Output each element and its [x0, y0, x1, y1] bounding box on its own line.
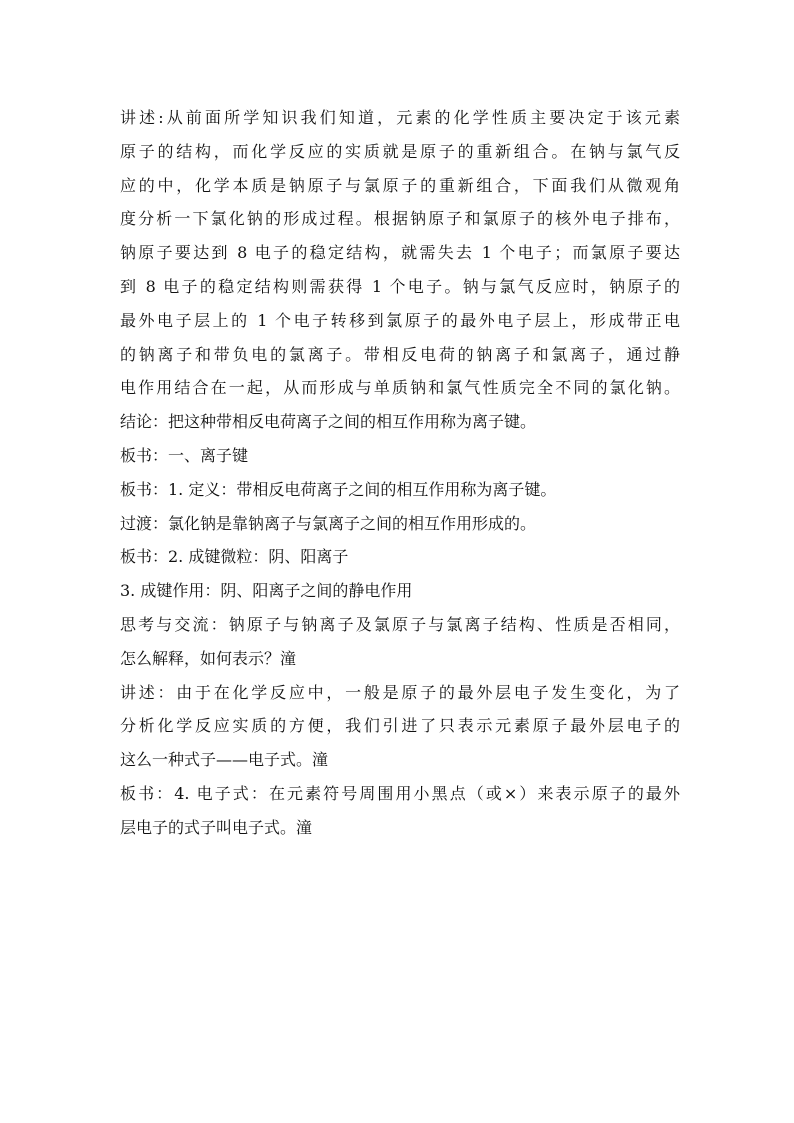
paragraph-line: 应的中，化学本质是钠原子与氯原子的重新组合，下面我们从微观角	[120, 175, 680, 195]
electron-formula-line: 板书：4. 电子式：在元素符号周围用小黑点（或×）来表示原子的最外	[120, 783, 680, 803]
paragraph-line: 原子的结构，而化学反应的实质就是原子的重新组合。在钠与氯气反	[120, 141, 680, 161]
discussion-line: 怎么解释，如何表示？潼	[120, 648, 297, 668]
electron-formula-line: 层电子的式子叫电子式。潼	[120, 817, 313, 837]
bonding-particles-line: 板书：2. 成键微粒：阴、阳离子	[120, 547, 349, 567]
discussion-line: 思考与交流：钠原子与钠离子及氯原子与氯离子结构、性质是否相同，	[120, 614, 680, 634]
definition-line: 板书：1. 定义：带相反电荷离子之间的相互作用称为离子键。	[120, 479, 557, 499]
paragraph-line: 的钠离子和带负电的氯离子。带相反电荷的钠离子和氯离子，通过静	[120, 344, 680, 364]
paragraph-line: 讲述:从前面所学知识我们知道，元素的化学性质主要决定于该元素	[120, 108, 680, 127]
paragraph-line: 电作用结合在一起，从而形成与单质钠和氯气性质完全不同的氯化钠。	[120, 378, 680, 398]
transition-line: 过渡：氯化钠是靠钠离子与氯离子之间的相互作用形成的。	[120, 513, 537, 533]
explanation-line: 这么一种式子——电子式。潼	[120, 750, 329, 770]
paragraph-line: 钠原子要达到 8 电子的稳定结构，就需失去 1 个电子；而氯原子要达	[120, 243, 680, 263]
paragraph-line: 度分析一下氯化钠的形成过程。根据钠原子和氯原子的核外电子排布，	[120, 209, 680, 229]
bonding-effect-line: 3. 成键作用：阴、阳离子之间的静电作用	[120, 581, 413, 601]
document-body	[120, 101, 680, 845]
paragraph-line: 到 8 电子的稳定结构则需获得 1 个电子。钠与氯气反应时，钠原子的	[120, 276, 680, 296]
explanation-line: 分析化学反应实质的方便，我们引进了只表示元素原子最外层电子的	[120, 716, 680, 736]
conclusion-line: 结论：把这种带相反电荷离子之间的相互作用称为离子键。	[120, 412, 537, 432]
paragraph-line: 最外电子层上的 1 个电子转移到氯原子的最外电子层上，形成带正电	[120, 310, 680, 330]
explanation-line: 讲述：由于在化学反应中，一般是原子的最外层电子发生变化，为了	[120, 682, 680, 702]
board-heading-line: 板书：一、离子键	[120, 445, 249, 465]
